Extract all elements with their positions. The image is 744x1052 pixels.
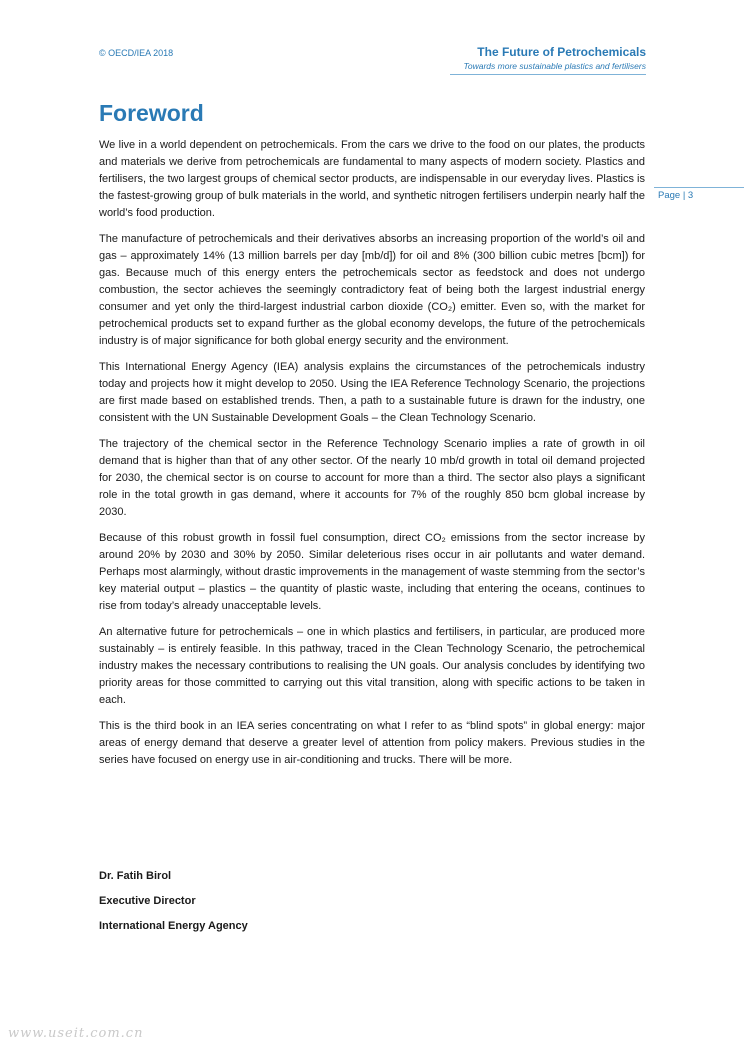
paragraph: This International Energy Agency (IEA) analysis explains the circumstances of the petrochemicals industry today and projects how it might develop to 2050. Using the IEA Reference Technology Scenario, the projections are first made based on established trends. Then, a path to a sustainable future is drawn for the industry, one consistent with the UN Sustainable Development Goals – the Clean Technology Scenario. [99, 361, 645, 424]
foreword-body [99, 137, 645, 778]
paragraph: The manufacture of petrochemicals and their derivatives absorbs an increasing proportion of the world’s oil and gas – approximately 14% (13 million barrels per day [mb/d]) for oil and 8% (300 billion cubic metres [bcm]) for gas. Because much of this energy enters the petrochemicals sector as feedstock and does not undergo combustion, the sector achieves the seemingly contradictory feat of being both the largest industrial energy consumer and yet only the third-largest industrial carbon dioxide (CO₂) emitter. Even so, with the market for petrochemical products set to expand further as the global economy develops, the future of the petrochemicals industry is of major significance for both global energy security and the environment. [99, 233, 645, 347]
copyright-notice: © OECD/IEA 2018 [99, 48, 174, 58]
watermark: www.useit.com.cn [8, 1026, 144, 1041]
paragraph: The trajectory of the chemical sector in the Reference Technology Scenario implies a rate of growth in oil demand that is higher than that of any other sector. Of the nearly 10 mb/d growth in total oil demand projected for 2030, the chemical sector is on course to account for more than a third. The sector also plays a significant role in the total growth in gas demand, where it accounts for 7% of the roughly 850 bcm global increase by 2030. [99, 438, 645, 518]
book-title: The Future of Petrochemicals [477, 45, 646, 59]
page-number: Page | 3 [658, 190, 694, 201]
page-marker-divider [654, 187, 744, 188]
signatory-position: Executive Director [99, 895, 196, 907]
paragraph: Because of this robust growth in fossil fuel consumption, direct CO₂ emissions from the sector increase by around 20% by 2030 and 30% by 2050. Similar deleterious rises occur in air pollutants and water demand. Perhaps most alarmingly, without drastic improvements in the management of waste stemming from the sector’s key material output – plastics – the quantity of plastic waste, including that entering the oceans, continues to rise from today’s already unacceptable levels. [99, 532, 645, 612]
signatory-organization: International Energy Agency [99, 920, 248, 932]
signature-block [99, 868, 248, 943]
signatory-name: Dr. Fatih Birol [99, 870, 172, 882]
running-header [463, 45, 646, 73]
paragraph: An alternative future for petrochemicals – one in which plastics and fertilisers, in particular, are produced more sustainably – is entirely feasible. In this pathway, traced in the Clean Technology Scenario, the petrochemical industry makes the necessary contributions to realising the UN goals. Our analysis concludes by identifying two priority areas for those committed to carrying out this vital transition, along with specific actions to be taken in each. [99, 626, 645, 706]
page-title: Foreword [99, 100, 204, 126]
paragraph: We live in a world dependent on petrochemicals. From the cars we drive to the food on our plates, the products and materials we derive from petrochemicals are fundamental to many aspects of modern society. Plastics and fertilisers, the two largest groups of chemical sector products, are indispensable in our everyday lives. Plastics is the fastest-growing group of bulk materials in the world, and synthetic nitrogen fertilisers underpin nearly half the world’s food production. [99, 139, 645, 219]
paragraph: This is the third book in an IEA series concentrating on what I refer to as “blind spots” in global energy: major areas of energy demand that deserve a greater level of attention from policy makers. Previous studies in the series have focused on energy use in air-conditioning and trucks. There will be more. [99, 720, 645, 766]
book-subtitle: Towards more sustainable plastics and fertilisers [463, 61, 646, 71]
header-divider [450, 74, 646, 75]
